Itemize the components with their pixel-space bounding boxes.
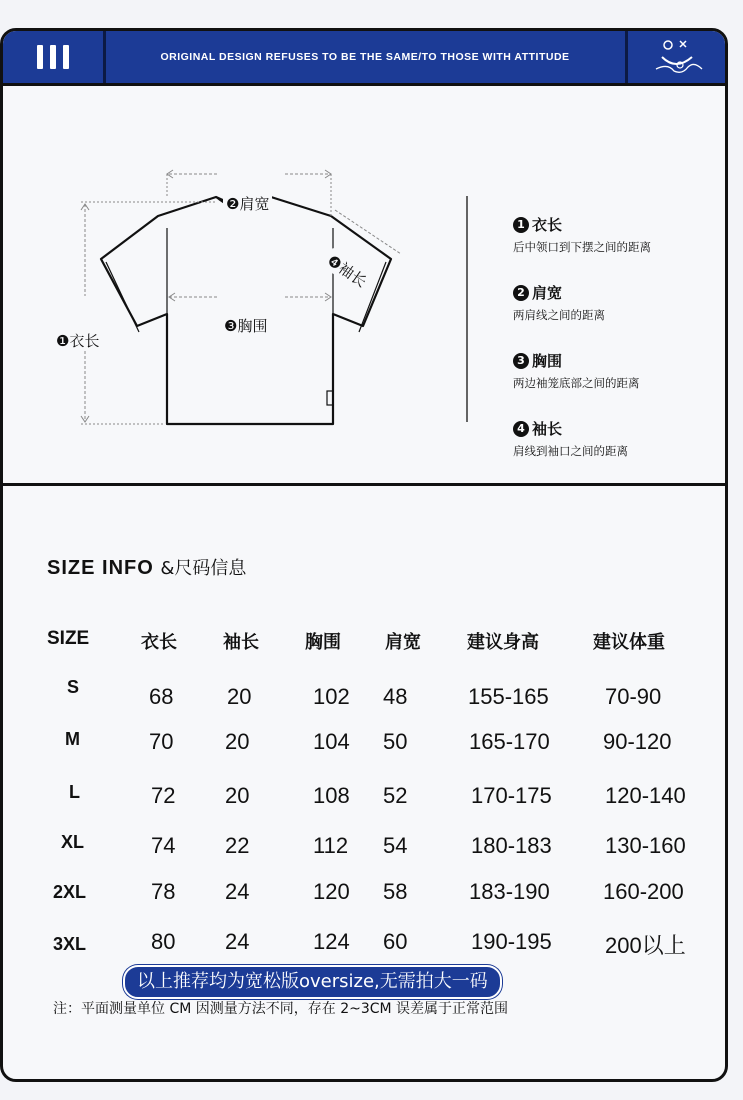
row-size: L (69, 782, 80, 802)
cell-sleeve: 20 (227, 684, 252, 709)
cell-chest: 102 (313, 684, 350, 709)
cell-height: 180-183 (471, 833, 552, 858)
cell-chest: 124 (313, 929, 350, 954)
header-sleeve: 袖长 (223, 632, 259, 653)
cell-sleeve: 24 (225, 929, 250, 954)
legend-title: 胸围 (532, 352, 563, 370)
size-info-title (47, 554, 246, 580)
cell-shoulder: 48 (383, 684, 408, 709)
legend-title: 袖长 (532, 420, 563, 438)
legend-number-badge: 1 (513, 217, 529, 233)
row-size: 3XL (53, 934, 87, 954)
legend-item-chest (513, 350, 640, 391)
chest-label: ❸胸围 (221, 315, 270, 336)
size-info-title-cn: &尺码信息 (160, 558, 247, 579)
header-height: 建议身高 (467, 632, 539, 653)
cell-chest: 108 (313, 783, 350, 808)
smiley-logo-icon (628, 31, 728, 83)
header-chest: 胸围 (305, 632, 341, 653)
legend-item-sleeve (513, 418, 628, 459)
legend-title: 衣长 (532, 216, 563, 234)
measurement-note: 注：平面测量单位 CM 因测量方法不同，存在 2~3CM 误差属于正常范围 (53, 1001, 509, 1017)
cell-weight: 90-120 (603, 729, 672, 754)
legend-number-badge: 4 (513, 421, 529, 437)
cell-length: 78 (151, 879, 176, 904)
size-info-title-en: SIZE INFO (47, 557, 154, 579)
legend-desc: 后中领口到下摆之间的距离 (513, 240, 651, 254)
cell-chest: 112 (313, 833, 349, 858)
cell-sleeve: 20 (225, 783, 250, 808)
sleeve-label: ❹袖长 (321, 248, 374, 294)
cell-weight: 130-160 (605, 833, 686, 858)
row-size: XL (61, 832, 85, 852)
legend-number-badge: 3 (513, 353, 529, 369)
legend-item-shoulder (513, 282, 605, 323)
menu-icon[interactable] (3, 31, 106, 83)
cell-sleeve: 22 (225, 833, 250, 858)
row-size: 2XL (53, 882, 87, 902)
cell-shoulder: 50 (383, 729, 408, 754)
header-length: 衣长 (141, 632, 177, 653)
brand-slogan: ORIGINAL DESIGN REFUSES TO BE THE SAME/TO THOSE WITH ATTITUDE (160, 51, 570, 63)
brand-logo (625, 31, 728, 83)
header-bar (3, 31, 725, 86)
cell-shoulder: 58 (383, 879, 408, 904)
legend-desc: 肩线到袖口之间的距离 (513, 444, 628, 458)
header-shoulder: 肩宽 (385, 632, 421, 653)
cell-shoulder: 54 (383, 833, 408, 858)
cell-height: 155-165 (468, 684, 549, 709)
cell-weight: 120-140 (605, 783, 686, 808)
row-size: S (67, 677, 80, 697)
cell-height: 165-170 (469, 729, 550, 754)
legend-item-length (513, 214, 651, 255)
legend-title: 肩宽 (532, 284, 563, 302)
cell-length: 72 (151, 783, 176, 808)
cell-weight: 70-90 (605, 684, 662, 709)
cell-weight: 200以上 (605, 933, 686, 958)
cell-length: 68 (149, 684, 174, 709)
cell-height: 190-195 (471, 929, 552, 954)
cell-sleeve: 24 (225, 879, 250, 904)
section-divider (3, 483, 725, 486)
cell-chest: 104 (313, 729, 350, 754)
legend-number-badge: 2 (513, 285, 529, 301)
legend-desc: 两边袖笼底部之间的距离 (513, 376, 640, 390)
cell-weight: 160-200 (603, 879, 684, 904)
cell-chest: 120 (313, 879, 350, 904)
header-weight: 建议体重 (593, 632, 665, 653)
size-chart-card (0, 28, 728, 1082)
cell-length: 70 (149, 729, 174, 754)
cell-shoulder: 60 (383, 929, 408, 954)
cell-length: 74 (151, 833, 176, 858)
header-size: SIZE (47, 628, 90, 649)
measurement-diagram (3, 86, 725, 483)
cell-height: 183-190 (469, 879, 550, 904)
cell-shoulder: 52 (383, 783, 408, 808)
cell-length: 80 (151, 929, 176, 954)
oversize-note-badge: 以上推荐均为宽松版oversize,无需拍大一码 (123, 965, 502, 999)
cell-height: 170-175 (471, 783, 552, 808)
cell-sleeve: 20 (225, 729, 250, 754)
legend-desc: 两肩线之间的距离 (513, 308, 605, 322)
row-size: M (65, 729, 80, 749)
length-label: ❶衣长 (53, 330, 102, 351)
shoulder-label: ❷肩宽 (223, 193, 272, 214)
